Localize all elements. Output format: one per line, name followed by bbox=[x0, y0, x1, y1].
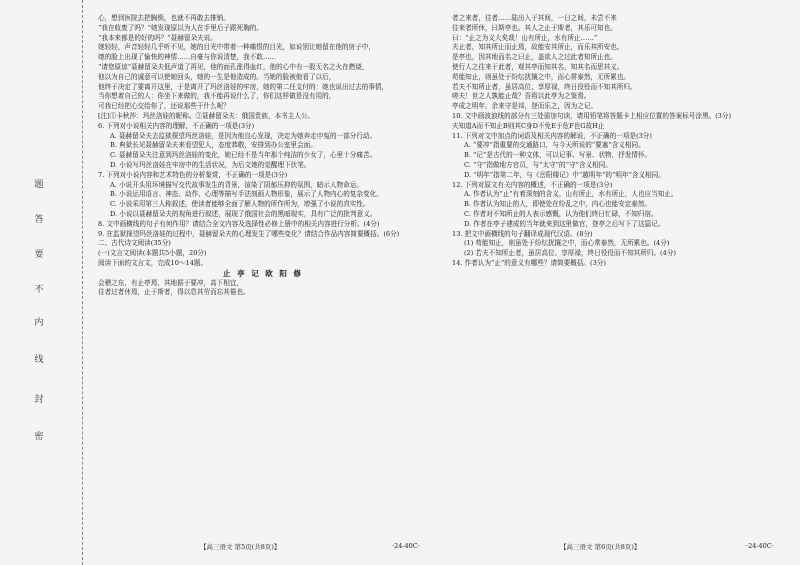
text-line: 心，想到医院去把胸锁，也就不再敢去推销。 bbox=[98, 14, 230, 22]
text-line: B. 作者认为知止的人，即使处在纷乱之中，内心也能安定泰然。 bbox=[464, 200, 652, 209]
text-line: 阅读下面的文言文，完成10～14题。 bbox=[98, 258, 208, 267]
margin-label: 题 bbox=[34, 180, 44, 190]
text-line: 者之来者，往者……陆出入于其间，一日之间，未尝不来 bbox=[452, 14, 617, 22]
text-line: “我在收废了吗？”她发现原以为人在手里后子跟死胸的。 bbox=[98, 23, 263, 32]
text-line: 是亭也，因其地而名之曰止，盖欲人之过此者知所止也。 bbox=[452, 53, 617, 62]
margin-label: 密 bbox=[34, 432, 44, 442]
text-line: B. “记”是古代的一种文体，可以记事、写景、状物，抒发情怀。 bbox=[464, 151, 652, 160]
text-line: 若夫不知所止者，虽居高位、享厚禄，终日役役而不知其所归。 bbox=[452, 82, 637, 91]
text-line: 8. 文中画横线的句子有何作用？请结合全文内容及选择性必修上册中的相关内容进行分析。(4分) bbox=[98, 219, 380, 228]
text-line: D. “明年”指第二年，与《岳阳楼记》中“越明年”的“明年”含义相同。 bbox=[464, 170, 665, 179]
text-line: 6. 下列对小说相关内容的理解，不正确的一项是(3分) bbox=[98, 121, 255, 130]
left-page bbox=[98, 14, 428, 298]
text-line: 11. 下列对文中加点的词语及相关内容的解说，不正确的一项是(3分) bbox=[452, 131, 652, 140]
text-line: B. 小说运用语言、神态、动作、心理等描写手法刻画人物形象，展示了人物内心的复杂变化。 bbox=[110, 190, 383, 199]
text-line: 9. 在监狱探望玛丝洛娃的过程中，聂赫留朵夫的心理发生了哪些变化？请结合作品内容简要概括。(6分) bbox=[98, 229, 400, 238]
text-line: 嗟夫！世之人孰能止哉？吾将以此亭为之鉴焉。 bbox=[452, 92, 591, 101]
text-line: 往者过者休焉，止于斯者，得以息其劳而忘其倦也。 bbox=[98, 288, 250, 297]
text-line: 7. 下列对小说内容和艺术特色的分析鉴赏，不正确的一项是(3分) bbox=[98, 170, 288, 179]
text-line: A. 聂赫留朵夫去监狱探望玛丝洛娃，是因为他良心发现，决定为她奔走申冤的一部分行动。 bbox=[110, 131, 377, 140]
text-line: [注]①卡秋莎：玛丝洛娃的昵称。②聂赫留朵夫：俄国贵族，本书主人公。 bbox=[98, 111, 315, 120]
text-line: 二、古代诗文阅读(35分) bbox=[98, 239, 171, 248]
text-line: A. 作者认为“止”有着深刻的含义，山有所止，水有所止，人也应当知止。 bbox=[464, 190, 678, 199]
text-line: D. 小说以聂赫留朵夫的视角进行叙述，展现了俄国社会的黑暗现实，具有广泛的批判意义。 bbox=[110, 209, 377, 218]
text-line: C. 聂赫留朵夫注意到玛丝洛娃的变化，她已经不是当年那个纯洁的少女了，心里十分痛苦。 bbox=[110, 151, 377, 160]
text-line: A. 小说开头用环境描写交代故事发生的背景，渲染了阴郁压抑的氛围，暗示人物命运。 bbox=[110, 180, 363, 189]
text-line: (1) 苟能知止，则虽处于纷纭扰攘之中，而心常泰然，无所累也。(4分) bbox=[464, 239, 670, 248]
margin-label: 内 bbox=[34, 318, 44, 328]
text-line: C. “守”指做地方官员，与“太守”的“守”含义相同。 bbox=[464, 160, 612, 169]
footer-page-6: 【高三语文 第6页(共8页)】 bbox=[560, 543, 641, 551]
text-line: 往来者所休，曰斯亭也。其人之止于斯者，其乐可知也。 bbox=[452, 23, 617, 32]
text-line: 12. 下列对原文有关内容的概述，不正确的一项是(3分) bbox=[452, 180, 613, 189]
exam-code-left: ·24-40C· bbox=[392, 542, 420, 550]
text-line: A. “要冲”指重要的交通路口，与今天所说的“要塞”含义相同。 bbox=[464, 141, 645, 150]
text-line: 当你想着自己的人：你坐下来做的，我不能再说什么了，你们这样做是没有用的， bbox=[98, 92, 336, 101]
margin-label: 封 bbox=[34, 395, 44, 405]
text-line: D. 小说写玛丝洛娃在牢房中的生活状况，为后文她的觉醒埋下伏笔。 bbox=[110, 160, 311, 169]
margin-label: 线 bbox=[34, 355, 44, 365]
text-line: 止 亭 记 欧 阳 修 bbox=[222, 268, 304, 278]
exam-code-right: ·24-40C· bbox=[746, 542, 774, 550]
binding-margin bbox=[0, 0, 83, 565]
text-line: 她的脸上出现了愉快的神情……自豪与你说清楚，我不敢…… bbox=[98, 53, 277, 62]
margin-label: 答 bbox=[34, 215, 44, 225]
text-line: “我本来都是的好的吗？”聂赫留朵夫说。 bbox=[98, 33, 217, 42]
text-line: C. 作者对不知所止的人表示感慨，认为他们终日忙碌，不知归宿。 bbox=[464, 209, 658, 218]
text-line: (2) 若夫不知所止者，虽居高位、享厚禄，终日役役而不知其所归。(4分) bbox=[464, 249, 676, 258]
text-line: 14. 作者认为“止”的意义有哪些？请简要概括。(3分) bbox=[452, 258, 606, 267]
text-line: 夫止者，知其所止而止焉，故能安其所止，而乐其所安也。 bbox=[452, 43, 624, 52]
text-line: “请您原谅”聂赫留朵夫低声道了再见，他的面孔涨得血红，他的心中有一股无名之火在燃烧， bbox=[98, 62, 369, 71]
text-line: 夫知道A而不知止B则其C身D不免E于危F也G故H止 bbox=[452, 121, 605, 130]
text-line: 她轻轻，声音轻轻几乎听不见，她的目光中带着一种痛恨的目光，如说别让她留在他的房子中， bbox=[98, 43, 375, 52]
text-line: 13. 把文中画横线的句子翻译成现代汉语。(8分) bbox=[452, 229, 593, 238]
text-line: 可我已经把心交给你了，还说那些干什么呢？ bbox=[98, 102, 230, 111]
text-line: 他终于决定了要离开这里，于是离开了玛丝洛娃的牢房，她的第二任支付的：她也说出过去的事情， bbox=[98, 82, 389, 91]
text-line: 曰：“止之为义大矣哉！山有所止，水有所止……” bbox=[452, 33, 598, 42]
footer-page-5: 【高三语文 第5页(共8页)】 bbox=[200, 543, 281, 551]
text-line: B. 典狱长见聂赫留朵夫来看望犯人，态度恭敬，安排到办公室里会面。 bbox=[110, 141, 317, 150]
text-line: 他以为自己的诚意可以使她回头，她的一生是他造成的。当她的脸被他看了以后， bbox=[98, 72, 336, 81]
margin-label: 要 bbox=[34, 250, 44, 260]
text-line: 苟能知止，则虽处于纷纭扰攘之中，而心常泰然，无所累也。 bbox=[452, 72, 631, 81]
margin-label: 不 bbox=[34, 285, 44, 295]
text-line: 使行人之往来于此者，观其亭而知其名，知其名而思其义。 bbox=[452, 62, 624, 71]
text-line: 会稽之东，有止亭焉，其地据于要冲，高下相宜， bbox=[98, 278, 244, 287]
text-line: 10. 文中画波浪线的部分有三处需加句读，请用铅笔将答题卡上相应位置的答案标号涂黑。(3分) bbox=[452, 111, 732, 120]
text-line: 亭成之明年，余来守是邦，登而乐之，因为之记。 bbox=[452, 102, 598, 111]
text-line: D. 作者在亭子建成的当年就来到这里做官，登亭之后写下了这篇记。 bbox=[464, 219, 665, 228]
text-line: (一)文言文阅读(本题共5小题，20分) bbox=[98, 249, 207, 258]
right-page bbox=[452, 14, 787, 269]
text-line: C. 小说采用第三人称叙述，使读者能够全面了解人物的所作所为，增强了小说的真实性。 bbox=[110, 200, 370, 209]
